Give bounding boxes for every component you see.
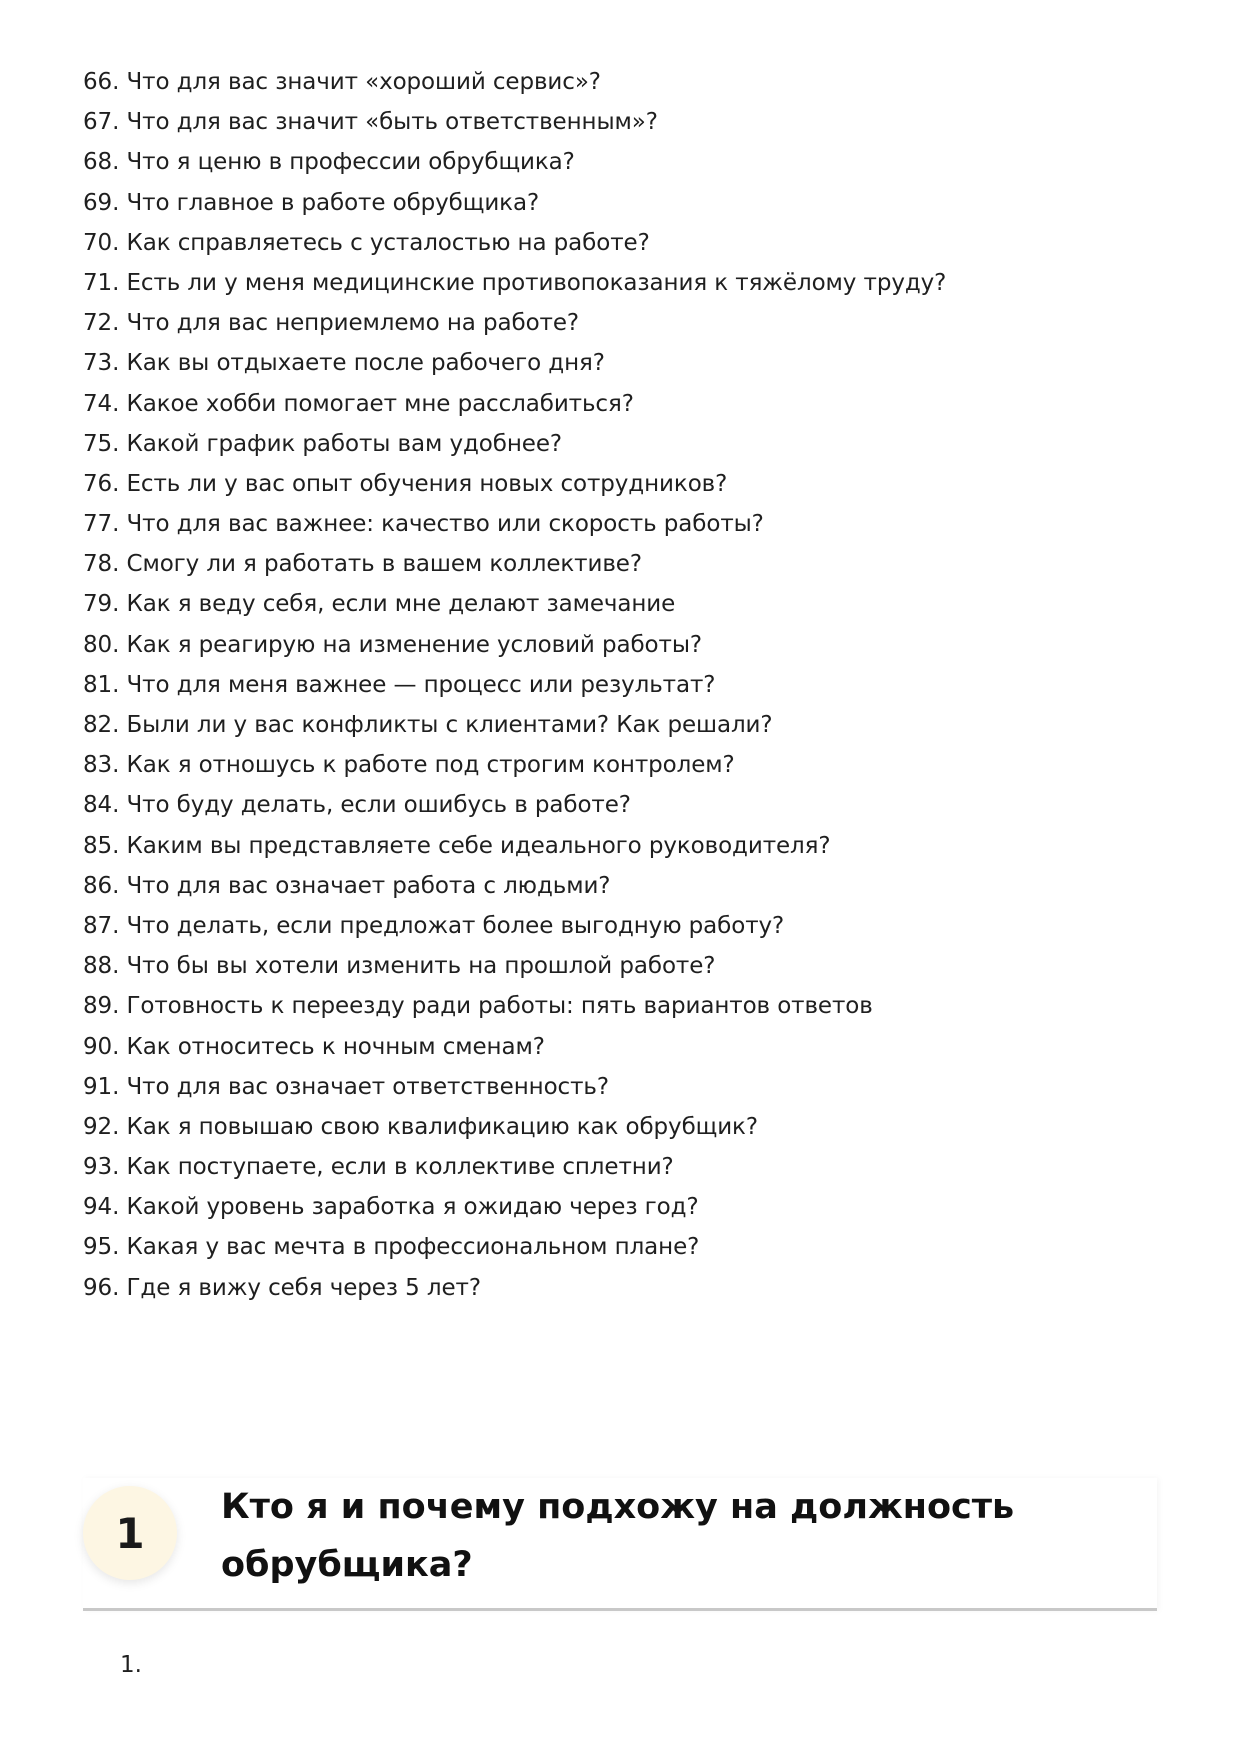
list-item: 85. Каким вы представляете себе идеального руководителя? xyxy=(83,832,831,859)
list-item: 89. Готовность к переезду ради работы: пять вариантов ответов xyxy=(83,993,873,1020)
list-item: 72. Что для вас неприемлемо на работе? xyxy=(83,310,580,337)
list-item: 75. Какой график работы вам удобнее? xyxy=(83,430,562,457)
list-item: 87. Что делать, если предложат более выгодную работу? xyxy=(83,912,785,939)
list-item: 95. Какая у вас мечта в профессиональном плане? xyxy=(83,1234,700,1261)
section-title: Кто я и почему подхожу на должность обрубщика? xyxy=(221,1487,1015,1585)
answer-list xyxy=(120,1645,142,1685)
list-item: 71. Есть ли у меня медицинские противопоказания к тяжёлому труду? xyxy=(83,269,947,296)
list-item: 86. Что для вас означает работа с людьми? xyxy=(83,872,611,899)
list-item: 80. Как я реагирую на изменение условий работы? xyxy=(83,631,702,658)
list-item: 90. Как относитесь к ночным сменам? xyxy=(83,1033,545,1060)
list-item: 67. Что для вас значит «быть ответственным»? xyxy=(83,109,658,136)
list-item: 70. Как справляетесь с усталостью на работе? xyxy=(83,229,650,256)
list-item: 68. Что я ценю в профессии обрубщика? xyxy=(83,149,575,176)
section-number-badge: 1 xyxy=(83,1486,177,1580)
list-item: 79. Как я веду себя, если мне делают замечание xyxy=(83,591,676,618)
list-item: 88. Что бы вы хотели изменить на прошлой работе? xyxy=(83,953,716,980)
list-item: 82. Были ли у вас конфликты с клиентами? Как решали? xyxy=(83,712,773,738)
list-item: 76. Есть ли у вас опыт обучения новых сотрудников? xyxy=(83,470,728,497)
list-item: 78. Смогу ли я работать в вашем коллективе? xyxy=(83,551,642,578)
list-item: 94. Какой уровень заработка я ожидаю через год? xyxy=(83,1194,699,1221)
list-item: 93. Как поступаете, если в коллективе сплетни? xyxy=(83,1154,674,1181)
list-item: 92. Как я повышаю свою квалификацию как обрубщик? xyxy=(83,1113,758,1140)
list-item: 83. Как я отношусь к работе под строгим контролем? xyxy=(83,752,735,779)
list-item: 84. Что буду делать, если ошибусь в работе? xyxy=(83,792,631,819)
list-item: 66. Что для вас значит «хороший сервис»? xyxy=(83,69,601,95)
list-item: 74. Какое хобби помогает мне расслабиться? xyxy=(83,390,634,417)
list-item: 69. Что главное в работе обрубщика? xyxy=(83,189,540,216)
list-item: 73. Как вы отдыхаете после рабочего дня? xyxy=(83,350,605,377)
question-list xyxy=(83,62,946,1308)
list-item: 77. Что для вас важнее: качество или скорость работы? xyxy=(83,511,764,538)
section-header xyxy=(83,1478,1157,1611)
answer-list-marker: 1. xyxy=(120,1652,142,1678)
list-item: 91. Что для вас означает ответственность? xyxy=(83,1073,609,1100)
list-item: 96. Где я вижу себя через 5 лет? xyxy=(83,1274,481,1301)
list-item: 81. Что для меня важнее — процесс или результат? xyxy=(83,671,716,698)
